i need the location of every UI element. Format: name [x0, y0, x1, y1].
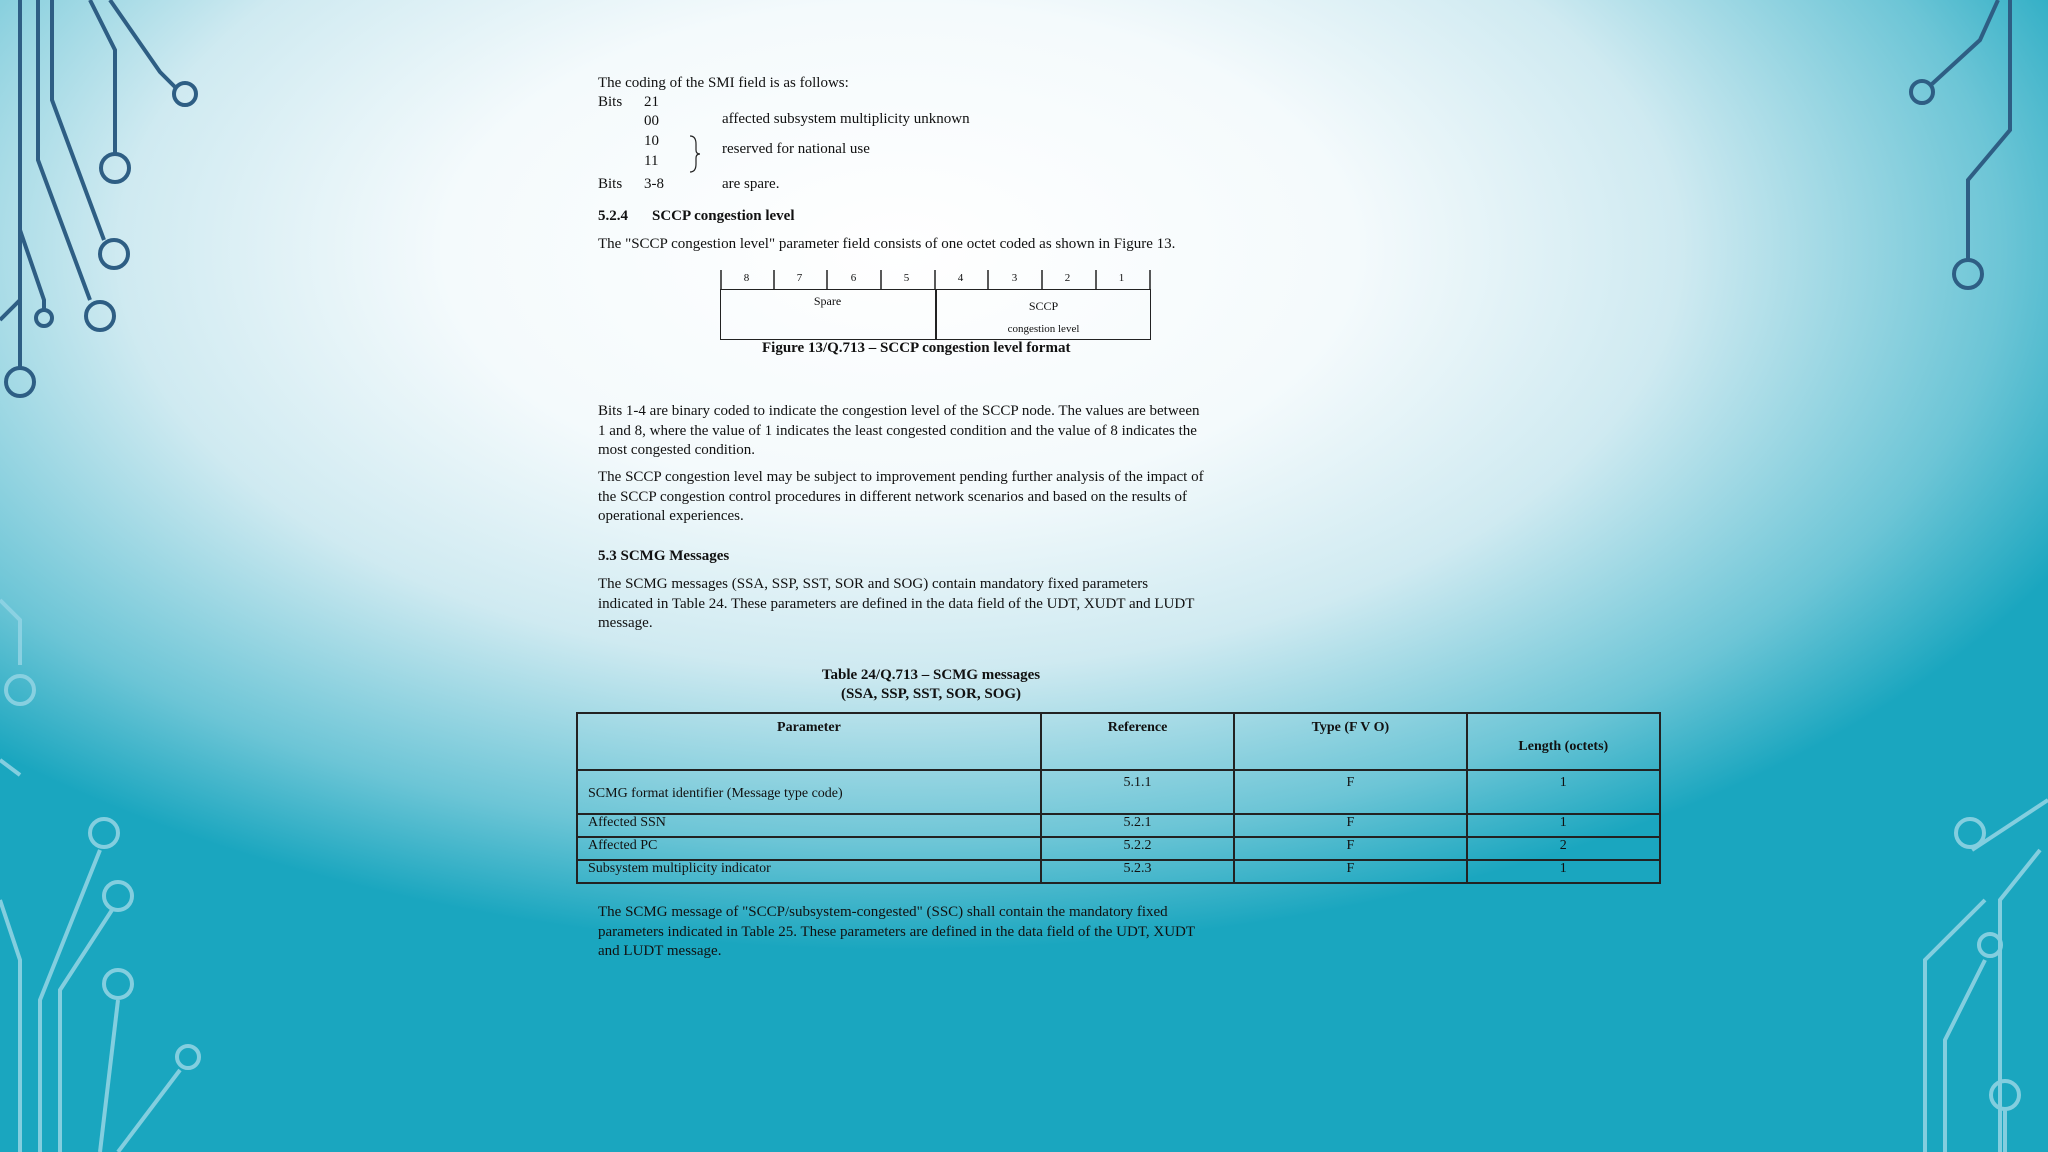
cell-parameter: Subsystem multiplicity indicator: [577, 860, 1041, 883]
section-number: 5.2.4: [598, 208, 628, 224]
scmg-table: [576, 712, 1661, 884]
section-53-line: The SCMG messages (SSA, SSP, SST, SOR and SOG) contain mandatory fixed parameters: [598, 576, 1149, 592]
cell-reference: 5.2.1: [1041, 814, 1234, 837]
cell-length: 2: [1467, 837, 1660, 860]
section-53-line: indicated in Table 24. These parameters are defined in the data field of the UDT, XUDT and LUDT: [598, 595, 1195, 612]
section-53-line: message.: [598, 615, 653, 631]
section-53-title: 5.3 SCMG Messages: [598, 548, 730, 564]
para-improvement: [598, 468, 1264, 527]
closing-paragraph: [598, 903, 1264, 962]
closing-line: The SCMG message of "SCCP/subsystem-congested" (SSC) shall contain the mandatory fixed: [598, 904, 1168, 920]
cell-type: F: [1234, 837, 1466, 860]
bit-4: 4: [957, 272, 964, 284]
section-title: SCCP congestion level: [652, 208, 795, 224]
cell-length: 1: [1467, 860, 1660, 883]
bit-2: 2: [1064, 272, 1071, 284]
table-header-row: [577, 713, 1660, 770]
smi-code-00: 00: [644, 113, 659, 129]
closing-line: parameters indicated in Table 25. These parameters are defined in the data field of the UDT, XUDT: [598, 923, 1196, 940]
header-type: Type (F V O): [1234, 713, 1466, 770]
para1-line: most congested condition.: [598, 442, 756, 458]
header-length: Length (octets): [1467, 713, 1660, 770]
cell-reference: 5.2.3: [1041, 860, 1234, 883]
bit-5: 5: [903, 272, 910, 284]
para-bits-coded: [598, 402, 1264, 461]
para1-line: Bits 1-4 are binary coded to indicate the congestion level of the SCCP node. The values are between: [598, 403, 1200, 419]
spare-label: Spare: [813, 294, 842, 308]
cell-parameter: SCMG format identifier (Message type code): [577, 770, 1041, 814]
smi-intro: The coding of the SMI field is as follows:: [598, 75, 849, 91]
para1-line: 1 and 8, where the value of 1 indicates the least congested condition and the value of 8 indicates the: [598, 422, 1197, 439]
smi-code-11: 11: [644, 153, 659, 169]
bit-3: 3: [1011, 272, 1018, 284]
para2-line: operational experiences.: [598, 508, 744, 524]
section-53-text: [598, 575, 1264, 634]
table-row: [577, 860, 1660, 883]
bit-7: 7: [796, 272, 803, 284]
spare-bits-label: Bits: [598, 176, 623, 192]
para2-line: the SCCP congestion control procedures in different network scenarios and based on the results of: [598, 488, 1188, 505]
figure-13: [720, 270, 1151, 340]
bits-label: Bits: [598, 94, 623, 110]
bits-header: 21: [644, 94, 659, 110]
bit-6: 6: [850, 272, 857, 284]
smi-desc-00: affected subsystem multiplicity unknown: [722, 111, 970, 127]
cell-reference: 5.2.2: [1041, 837, 1234, 860]
cell-length: 1: [1467, 814, 1660, 837]
smi-code-10: 10: [644, 133, 659, 149]
cell-parameter: Affected PC: [577, 837, 1041, 860]
table-row: [577, 814, 1660, 837]
figure-caption: Figure 13/Q.713 – SCCP congestion level format: [762, 340, 1071, 356]
cell-type: F: [1234, 814, 1466, 837]
section-text: The "SCCP congestion level" parameter field consists of one octet coded as shown in Figure 13.: [598, 236, 1176, 252]
para2-line: The SCCP congestion level may be subject to improvement pending further analysis of the impact of: [598, 469, 1204, 485]
table-row: [577, 837, 1660, 860]
header-reference: Reference: [1041, 713, 1234, 770]
spare-desc: are spare.: [722, 176, 780, 192]
cell-type: F: [1234, 860, 1466, 883]
table-subtitle: (SSA, SSP, SST, SOR, SOG): [840, 686, 1022, 702]
cell-type: F: [1234, 770, 1466, 814]
bit-8: 8: [743, 272, 750, 284]
table-title: Table 24/Q.713 – SCMG messages: [821, 667, 1041, 683]
cell-reference: 5.1.1: [1041, 770, 1234, 814]
spare-bits: 3-8: [644, 176, 664, 192]
smi-brace-desc: reserved for national use: [722, 141, 870, 157]
table-row: [577, 770, 1660, 814]
cell-parameter: Affected SSN: [577, 814, 1041, 837]
header-parameter: Parameter: [577, 713, 1041, 770]
cell-length: 1: [1467, 770, 1660, 814]
bit-1: 1: [1118, 272, 1125, 284]
sccp-label: SCCP: [1028, 299, 1059, 313]
brace-icon: [688, 134, 702, 174]
closing-line: and LUDT message.: [598, 943, 722, 959]
congestion-level-label: congestion level: [1007, 323, 1080, 335]
